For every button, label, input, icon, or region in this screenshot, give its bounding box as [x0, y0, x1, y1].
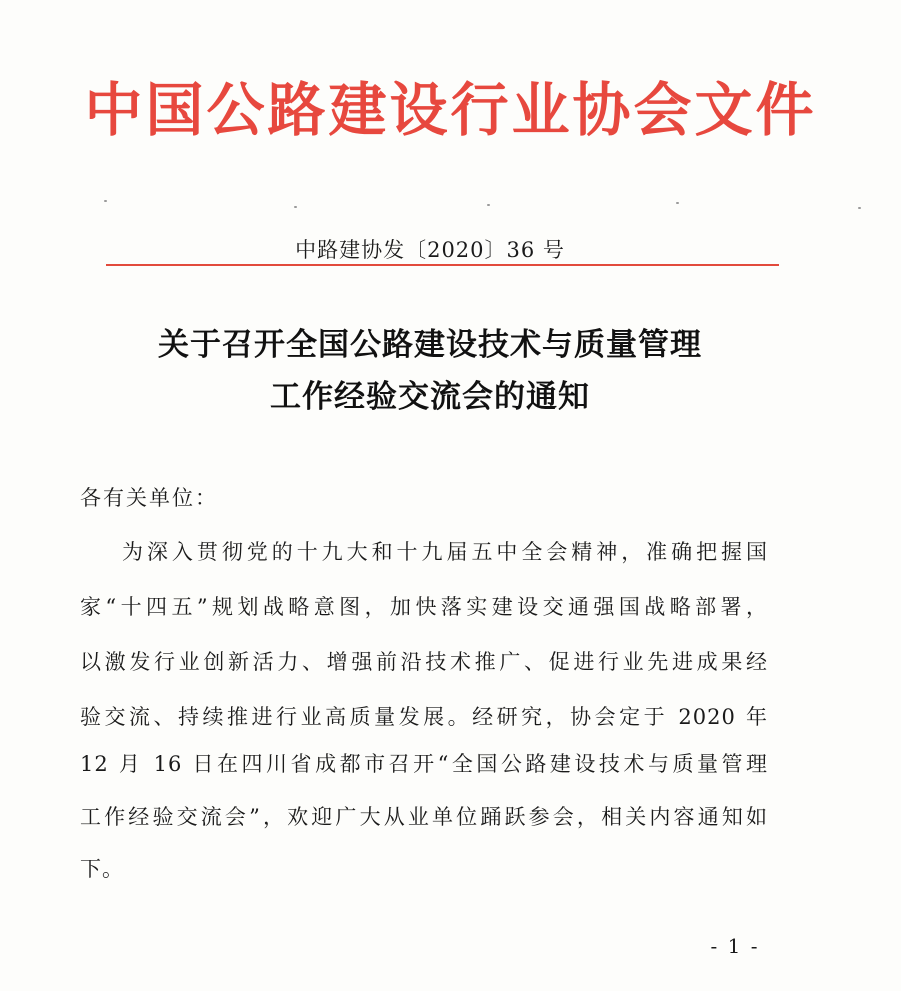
- paragraph-line: 家“十四五”规划战略意图，加快落实建设交通强国战略部署，: [80, 595, 768, 619]
- document-number: 中路建协发〔2020〕36 号: [295, 238, 565, 262]
- paragraph-line: 以激发行业创新活力、增强前沿技术推广、促进行业先进成果经: [80, 650, 768, 674]
- notice-title-line-1: 关于召开全国公路建设技术与质量管理: [158, 327, 702, 363]
- scan-speck: [676, 202, 679, 204]
- paragraph-line: 为深入贯彻党的十九大和十九届五中全会精神，准确把握国: [122, 540, 768, 564]
- paragraph-line: 12 月 16 日在四川省成都市召开“全国公路建设技术与质量管理: [80, 752, 768, 776]
- paragraph-line: 下。: [80, 857, 124, 881]
- scan-speck: [858, 207, 861, 209]
- page-number: - 1 -: [710, 934, 760, 958]
- scan-speck: [104, 200, 107, 202]
- scan-speck: [487, 204, 490, 206]
- red-divider-line: [106, 264, 779, 266]
- salutation: 各有关单位：: [80, 486, 218, 510]
- notice-title-line-2: 工作经验交流会的通知: [270, 379, 590, 415]
- letterhead-title: 中国公路建设行业协会文件: [84, 76, 817, 144]
- paragraph-line: 验交流、持续推进行业高质量发展。经研究，协会定于 2020 年: [80, 705, 768, 729]
- scan-speck: [294, 206, 297, 208]
- paragraph-line: 工作经验交流会”，欢迎广大从业单位踊跃参会，相关内容通知如: [80, 805, 768, 829]
